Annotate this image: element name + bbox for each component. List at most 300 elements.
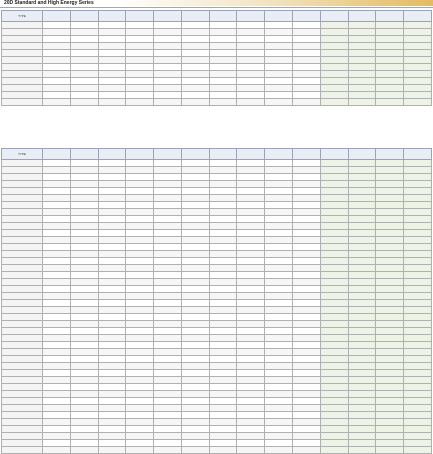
table-cell [70,412,98,419]
table-cell [265,188,293,195]
table-cell [154,251,182,258]
column-header [265,11,293,22]
table-cell [265,50,293,57]
table-cell [126,22,154,29]
table-cell [126,300,154,307]
table-row [2,363,432,370]
table-cell [348,419,376,426]
table-cell [348,405,376,412]
table-cell [237,85,265,92]
table-cell [376,71,404,78]
table-cell [320,356,348,363]
table-cell [126,447,154,454]
table-cell [404,314,432,321]
table-cell [126,71,154,78]
table-cell [43,398,71,405]
table-cell [404,384,432,391]
table-cell [209,426,237,433]
table-cell [70,426,98,433]
table-cell [98,335,126,342]
table-row [2,419,432,426]
table-cell [348,195,376,202]
table-cell [404,174,432,181]
table-cell [320,64,348,71]
table-cell [265,216,293,223]
table-cell [70,29,98,36]
table-cell [43,195,71,202]
table-cell [43,50,71,57]
table-cell [265,272,293,279]
table-cell [209,349,237,356]
table-cell [348,335,376,342]
row-type-cell [2,272,43,279]
table-cell [404,64,432,71]
table-cell [265,223,293,230]
table-cell [70,391,98,398]
table-cell [237,370,265,377]
table-row [2,321,432,328]
table-cell [181,279,209,286]
table-cell [320,349,348,356]
table-cell [209,50,237,57]
table-cell [181,321,209,328]
table-cell [43,370,71,377]
table-cell [154,349,182,356]
table-cell [348,370,376,377]
table-cell [320,335,348,342]
table-cell [404,405,432,412]
table-cell [265,244,293,251]
table-cell [320,307,348,314]
table-cell [126,279,154,286]
table-cell [293,433,321,440]
table-cell [126,433,154,440]
table-cell [376,99,404,106]
table-cell [126,209,154,216]
column-header [293,11,321,22]
table-cell [265,300,293,307]
table-cell [126,251,154,258]
row-type-cell [2,251,43,258]
table-cell [43,377,71,384]
table-cell [348,160,376,167]
row-type-cell [2,286,43,293]
table-cell [181,384,209,391]
row-type-cell [2,370,43,377]
table-cell [293,174,321,181]
table-cell [209,328,237,335]
table-row [2,335,432,342]
table-cell [265,328,293,335]
table-row [2,307,432,314]
table-cell [181,223,209,230]
table-cell [181,377,209,384]
table-cell [265,251,293,258]
table-cell [237,223,265,230]
table-cell [70,419,98,426]
table-cell [320,426,348,433]
table-cell [376,160,404,167]
row-type-cell [2,300,43,307]
table-cell [376,293,404,300]
table-cell [237,22,265,29]
column-header [209,11,237,22]
table-cell [70,370,98,377]
table-cell [237,251,265,258]
table-cell [293,188,321,195]
table-row [2,237,432,244]
table-cell [237,377,265,384]
table-cell [293,237,321,244]
table-cell [43,36,71,43]
table-cell [126,230,154,237]
table-row [2,78,432,85]
table-cell [237,286,265,293]
table-cell [70,64,98,71]
table-cell [348,321,376,328]
table-cell [126,50,154,57]
table-row [2,160,432,167]
table-cell [154,71,182,78]
table-cell [237,279,265,286]
table-cell [126,405,154,412]
table-cell [126,78,154,85]
table-row [2,342,432,349]
row-type-cell [2,195,43,202]
table-cell [293,160,321,167]
table-cell [126,328,154,335]
table-cell [154,202,182,209]
table-cell [126,384,154,391]
table-cell [348,43,376,50]
table-cell [320,209,348,216]
table-cell [376,391,404,398]
table-cell [181,244,209,251]
table-cell [126,64,154,71]
table-cell [181,314,209,321]
table-cell [181,230,209,237]
table-cell [376,419,404,426]
table-cell [265,342,293,349]
table-cell [154,265,182,272]
row-type-cell [2,447,43,454]
row-type-cell [2,419,43,426]
table-cell [237,328,265,335]
table-cell [293,64,321,71]
table-cell [376,78,404,85]
table-cell [320,384,348,391]
table-cell [293,251,321,258]
table-cell [320,293,348,300]
table-cell [348,349,376,356]
table-row [2,356,432,363]
table-cell [70,405,98,412]
table-cell [320,92,348,99]
table-cell [404,286,432,293]
table-cell [126,293,154,300]
table-cell [43,167,71,174]
table-cell [126,356,154,363]
table-cell [70,160,98,167]
table-cell [265,258,293,265]
table-cell [98,57,126,64]
column-header [154,149,182,160]
table-cell [320,223,348,230]
table-cell [43,237,71,244]
table-cell [376,230,404,237]
table-cell [376,356,404,363]
table-cell [98,99,126,106]
table-cell [348,71,376,78]
table-cell [209,272,237,279]
table-cell [404,22,432,29]
table-cell [209,363,237,370]
table-cell [237,43,265,50]
table-row [2,286,432,293]
table-cell [98,405,126,412]
table-cell [237,230,265,237]
table-cell [376,398,404,405]
table-cell [265,321,293,328]
table-cell [43,160,71,167]
table-cell [376,265,404,272]
column-header [404,11,432,22]
table-cell [293,377,321,384]
table-cell [293,195,321,202]
table-row [2,216,432,223]
table-cell [209,384,237,391]
row-type-cell [2,377,43,384]
table-cell [154,216,182,223]
table-cell [98,300,126,307]
table-cell [70,99,98,106]
table-cell [154,440,182,447]
spec-table-high-energy [1,148,432,454]
table-cell [293,202,321,209]
table-cell [209,57,237,64]
table-cell [376,363,404,370]
table-cell [181,216,209,223]
table-cell [293,279,321,286]
table-cell [293,78,321,85]
table-cell [209,314,237,321]
table-cell [376,85,404,92]
table-cell [43,391,71,398]
table-cell [348,64,376,71]
table-cell [320,440,348,447]
table-cell [154,272,182,279]
table-cell [348,426,376,433]
table-cell [293,356,321,363]
column-header [237,149,265,160]
table-cell [237,321,265,328]
table-cell [181,202,209,209]
row-type-cell [2,244,43,251]
row-type-cell [2,314,43,321]
table-cell [265,64,293,71]
table-cell [376,202,404,209]
table-cell [209,230,237,237]
table-cell [348,223,376,230]
table-row [2,391,432,398]
table-cell [154,447,182,454]
table-row [2,99,432,106]
table-cell [237,244,265,251]
table-cell [181,64,209,71]
table-cell [348,314,376,321]
table-cell [265,370,293,377]
table-cell [209,433,237,440]
table-cell [43,426,71,433]
table-cell [320,174,348,181]
row-type-cell [2,99,43,106]
row-type-cell [2,202,43,209]
table-cell [404,237,432,244]
table-cell [404,272,432,279]
table-cell [70,22,98,29]
table-cell [265,286,293,293]
table-cell [320,244,348,251]
table-cell [98,64,126,71]
table-cell [348,181,376,188]
table-cell [43,363,71,370]
table-cell [43,181,71,188]
table-cell [43,440,71,447]
table-cell [265,307,293,314]
table-cell [237,398,265,405]
table-cell [43,286,71,293]
table-cell [320,391,348,398]
table-cell [348,237,376,244]
table-cell [293,391,321,398]
table-cell [98,209,126,216]
table-cell [43,356,71,363]
table-row [2,293,432,300]
table-cell [98,36,126,43]
table-cell [293,272,321,279]
table-cell [154,167,182,174]
table-cell [348,293,376,300]
page-title: 20D Standard and High Energy Series [4,0,94,6]
table-cell [154,356,182,363]
table-cell [98,370,126,377]
table-cell [320,160,348,167]
row-type-cell [2,50,43,57]
table-row [2,412,432,419]
table-row [2,300,432,307]
table-cell [209,419,237,426]
table-cell [404,188,432,195]
table-cell [404,195,432,202]
table-cell [154,433,182,440]
table-cell [154,50,182,57]
table-row [2,370,432,377]
table-cell [126,244,154,251]
row-type-cell [2,363,43,370]
table-cell [70,251,98,258]
table-cell [70,237,98,244]
table-cell [376,328,404,335]
table-cell [98,286,126,293]
table-cell [404,160,432,167]
table-cell [209,22,237,29]
table-cell [404,78,432,85]
table-cell [348,216,376,223]
table-cell [181,412,209,419]
table-cell [320,265,348,272]
table-cell [237,258,265,265]
table-cell [376,426,404,433]
table-cell [181,293,209,300]
table-cell [98,398,126,405]
table-cell [70,307,98,314]
table-cell [237,188,265,195]
table-cell [320,230,348,237]
table-row [2,57,432,64]
table-cell [376,258,404,265]
table-cell [320,398,348,405]
table-cell [98,78,126,85]
table-cell [98,230,126,237]
table-cell [348,447,376,454]
table-cell [293,71,321,78]
table-cell [265,57,293,64]
table-cell [237,405,265,412]
table-row [2,349,432,356]
table-cell [320,78,348,85]
column-header [376,11,404,22]
table-cell [404,181,432,188]
row-type-cell [2,279,43,286]
table-cell [265,230,293,237]
table-cell [320,188,348,195]
table-cell [43,433,71,440]
table-cell [70,447,98,454]
table-cell [70,167,98,174]
table-cell [154,370,182,377]
column-header [43,149,71,160]
table-cell [70,433,98,440]
table-cell [98,447,126,454]
table-cell [320,314,348,321]
table-cell [293,216,321,223]
column-header [70,149,98,160]
table-cell [348,433,376,440]
table-cell [320,272,348,279]
table-cell [181,356,209,363]
table-cell [209,223,237,230]
table-cell [70,440,98,447]
table-cell [181,433,209,440]
table-cell [70,92,98,99]
table-cell [265,43,293,50]
table-cell [70,216,98,223]
title-accent-bar [113,0,433,6]
table-cell [181,237,209,244]
table-cell [43,57,71,64]
table-row [2,71,432,78]
table-cell [293,300,321,307]
table-cell [376,181,404,188]
table-cell [98,272,126,279]
table-cell [348,377,376,384]
table-cell [98,43,126,50]
table-cell [404,265,432,272]
table-cell [265,78,293,85]
row-type-cell [2,209,43,216]
table-cell [209,300,237,307]
table-cell [70,85,98,92]
